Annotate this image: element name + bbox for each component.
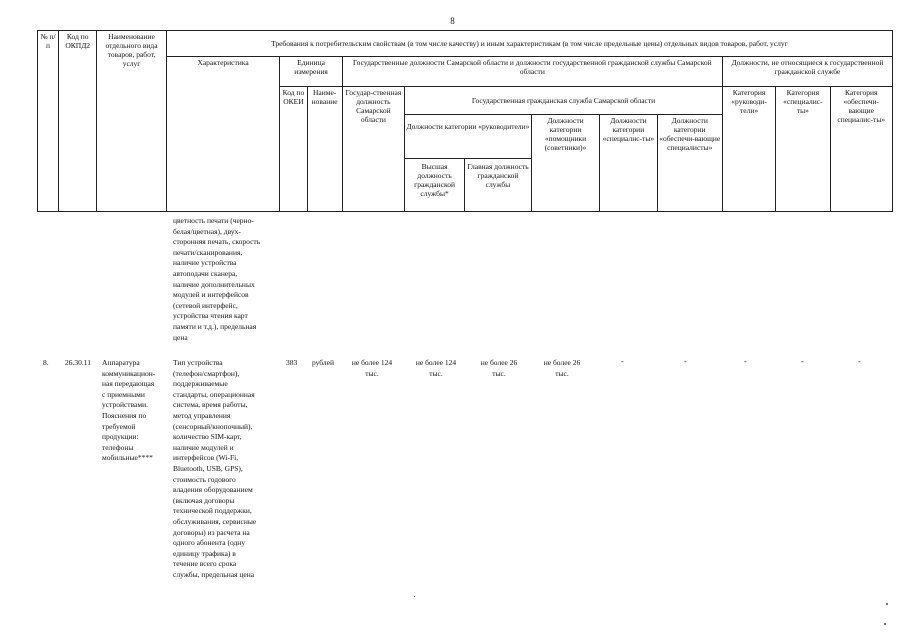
- header-main: Главная должность гражданской службы: [467, 162, 529, 189]
- continuation-characteristic: [173, 216, 277, 343]
- characteristic-line: автоподачи сканера,: [173, 268, 238, 278]
- characteristic-line: модулей и интерфейсов: [173, 290, 249, 300]
- characteristic-line: (включая договоры: [173, 495, 235, 505]
- row8-specialists: -: [621, 357, 624, 366]
- header-specialists: Должности категории «специалис-ты»: [600, 115, 657, 212]
- characteristic-line: одного абонента (одну: [173, 538, 246, 548]
- characteristic-line: поддерживаемые: [173, 379, 228, 389]
- page-number: 8: [450, 16, 455, 26]
- requirements-header-table: [37, 30, 893, 212]
- row8-highest: не более 124 тыс.: [415, 358, 457, 378]
- row8-characteristic: [173, 358, 277, 580]
- header-not-civil: Должности, не относящиеся к государственной гражданской службе: [722, 57, 892, 87]
- row8-unit: рублей: [312, 358, 335, 367]
- characteristic-line: сторонняя печать, скорость: [173, 237, 261, 247]
- row8-name: [102, 358, 168, 464]
- header-unit-name: Наиме-нование: [307, 87, 342, 212]
- header-gov-positions: Государственные должности Самарской области и должности государственной гражданской службы Самарской области: [342, 57, 722, 87]
- row8-support: -: [684, 357, 687, 366]
- row8-assistants: не более 26 тыс.: [543, 358, 581, 378]
- header-heads-category: Должности категории «руководители»: [405, 115, 531, 159]
- header-assistants: Должности категории «помощники (советники)»: [531, 115, 599, 212]
- name-line: телефоны: [102, 442, 134, 452]
- header-civil-service: Государственная гражданская служба Самарской области: [405, 87, 723, 115]
- row8-number: 8.: [43, 358, 49, 367]
- row8-cat-heads: -: [744, 357, 747, 366]
- characteristic-line: система, время работы,: [173, 400, 248, 410]
- characteristic-line: интерфейсов (Wi-Fi,: [173, 453, 239, 463]
- row8-okei: 383: [286, 358, 298, 367]
- row8-cat-specialists: -: [801, 357, 804, 366]
- header-heads-group: [405, 115, 532, 212]
- characteristic-line: цветность печати (черно-: [173, 216, 254, 225]
- characteristic-line: Bluetooth, USB, GPS),: [173, 463, 243, 473]
- characteristic-line: стандарты, операционная: [173, 389, 255, 399]
- characteristic-line: наличие модулей и: [173, 442, 234, 452]
- name-line: мобильные****: [102, 453, 153, 463]
- characteristic-line: наличие устройства: [173, 258, 237, 268]
- header-cat-support: Категория «обеспечи-вающие специалис-ты»: [830, 87, 892, 212]
- name-line: устройствами.: [102, 400, 148, 410]
- header-requirements: Требования к потребительским свойствам (в том числе качеству) и иным характеристикам (в том числе предельные цены) отдельных видов товаров, работ, услуг: [166, 31, 892, 57]
- characteristic-line: цена: [173, 332, 188, 342]
- name-line: требуемой: [102, 421, 136, 431]
- characteristic-line: (сетевой интерфейс,: [173, 300, 238, 310]
- characteristic-line: службы, предельная цена: [173, 569, 255, 579]
- header-col-okpd: Код по ОКПД2: [59, 31, 97, 212]
- characteristic-line: (сенсорный/кнопочный),: [173, 421, 253, 431]
- characteristic-line: обслуживания, сервисные: [173, 516, 257, 526]
- row8-gov-position: не более 124 тыс.: [351, 358, 393, 378]
- scan-speck: [884, 623, 886, 625]
- header-characteristic: Характеристика: [166, 57, 280, 212]
- header-support: Должности категории «обеспечи-вающие специалисты»: [657, 115, 722, 212]
- header-col-name: Наименование отдельного вида товаров, работ, услуг: [97, 31, 166, 212]
- characteristic-line: (телефон/смартфон),: [173, 368, 240, 378]
- row8-okpd: 26.30.11: [65, 358, 91, 367]
- characteristic-line: белая/цветная), двух-: [173, 226, 241, 236]
- header-cat-specialists: Категория «специалис-ты»: [776, 87, 830, 212]
- characteristic-line: наличие дополнительных: [173, 279, 255, 289]
- row8-main: не более 26 тыс.: [480, 358, 518, 378]
- row8-cat-support: -: [858, 357, 861, 366]
- characteristic-line: владения оборудованием: [173, 485, 253, 495]
- characteristic-line: единицу трафика) в: [173, 548, 236, 558]
- name-line: Аппаратура: [102, 358, 140, 367]
- scan-speck: [886, 603, 888, 605]
- name-line: Пояснения по: [102, 410, 147, 420]
- name-line: с приемными: [102, 389, 145, 399]
- name-line: ная передающая: [102, 379, 155, 389]
- name-line: продукции:: [102, 432, 139, 442]
- header-highest: Высшая должность гражданской службы*: [405, 159, 465, 211]
- characteristic-line: течение всего срока: [173, 559, 237, 569]
- characteristic-line: технической поддержки,: [173, 506, 252, 516]
- header-col-number: № п/п: [38, 31, 59, 212]
- characteristic-line: количество SIM-карт,: [173, 432, 242, 442]
- header-unit-code: Код по ОКЕИ: [280, 87, 307, 212]
- characteristic-line: стоимость годового: [173, 474, 236, 484]
- characteristic-line: устройства чтения карт: [173, 311, 248, 321]
- characteristic-line: договоры) из расчета на: [173, 527, 250, 537]
- header-gov-position: Государ-ственная должность Самарской области: [342, 87, 404, 212]
- name-line: коммуникацион-: [102, 368, 156, 378]
- header-unit: Единица измерения: [280, 57, 342, 87]
- characteristic-line: печати/сканирования,: [173, 247, 243, 257]
- characteristic-line: метод управления: [173, 410, 231, 420]
- characteristic-line: Тип устройства: [173, 358, 223, 367]
- characteristic-line: памяти и т.д.), предельная: [173, 321, 257, 331]
- header-cat-heads: Категория «руководи-тели»: [722, 87, 775, 212]
- scan-speck: [414, 596, 415, 597]
